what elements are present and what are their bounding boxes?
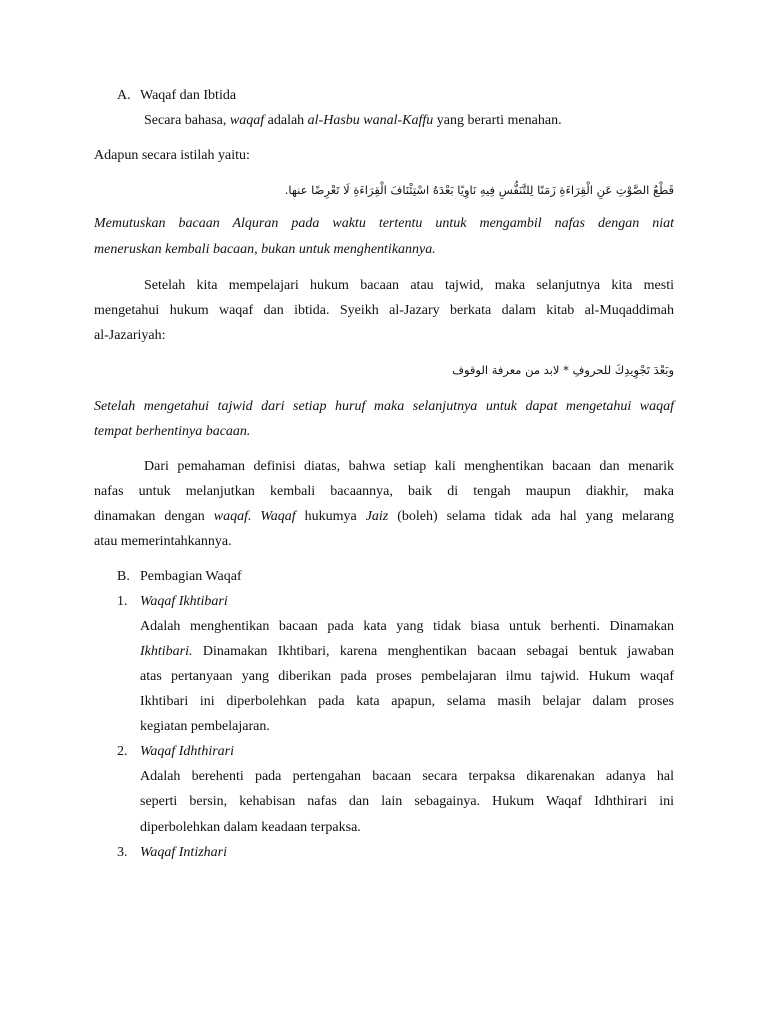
p3-text-e: (boleh) selama tidak ada hal yang melarang xyxy=(388,509,675,524)
p3-text-c: hukumya xyxy=(295,509,366,524)
quote-meaning-line-2 xyxy=(94,422,250,442)
list-item-number: 2. xyxy=(117,744,128,759)
quote-meaning-line-1 xyxy=(94,397,674,417)
def-term-hasbu: al-Hasbu wanal-Kaffu xyxy=(307,113,434,128)
istilah-intro: Adapun secara istilah yaitu: xyxy=(94,148,250,163)
paragraph-2-line-1: Setelah kita mempelajari hukum bacaan atau tajwid, maka selanjutnya kita mesti xyxy=(144,278,674,293)
list-item-number: 3. xyxy=(117,845,128,860)
paragraph-2-line-3: al-Jazariyah: xyxy=(94,328,166,343)
item-1-line-2 xyxy=(140,642,674,662)
list-item-title: Waqaf Ikhtibari xyxy=(140,594,228,609)
arabic-quote: وبَعْدَ تَجْوِيدِكَ للحروفِ * لابد من معرفة الوقوف xyxy=(452,363,674,377)
quote-meaning-text-2: tempat berhentinya bacaan. xyxy=(94,424,251,439)
paragraph-3-line-2: nafas untuk melanjutkan kembali bacaannya, baik di tengah maupun diakhir, maka xyxy=(94,484,674,499)
definition-meaning-line-2 xyxy=(94,240,436,260)
p3-term-waqaf: waqaf. Waqaf xyxy=(213,509,296,524)
paragraph-3-line-3 xyxy=(94,507,674,527)
section-b-title: Pembagian Waqaf xyxy=(140,569,242,584)
item-1-line-3: atas pertanyaan yang diberikan pada proses pembelajaran ilmu tajwid. Hukum waqaf xyxy=(140,669,674,684)
paragraph-2-line-2: mengetahui hukum waqaf dan ibtida. Syeikh al-Jazary berkata dalam kitab al-Muqaddimah xyxy=(94,303,674,318)
item-2-line-2: seperti bersin, kehabisan nafas dan lain sebagainya. Hukum Waqaf Idhthirari ini xyxy=(140,794,674,809)
item-1-term-ikhtibari: Ikhtibari. xyxy=(140,644,193,659)
item-1-line-1: Adalah menghentikan bacaan pada kata yang tidak biasa untuk berhenti. Dinamakan xyxy=(140,619,674,634)
def-term-waqaf: waqaf xyxy=(229,113,265,128)
p3-text-a: dinamakan dengan xyxy=(94,509,214,524)
paragraph-3-line-4: atau memerintahkannya. xyxy=(94,534,232,549)
paragraph-3-line-1: Dari pemahaman definisi diatas, bahwa setiap kali menghentikan bacaan dan menarik xyxy=(144,459,674,474)
p3-term-jaiz: Jaiz xyxy=(365,509,389,524)
list-item-title: Waqaf Intizhari xyxy=(140,845,227,860)
quote-meaning-text-1: Setelah mengetahui tajwid dari setiap huruf maka selanjutnya untuk dapat mengetahui waqaf xyxy=(94,399,674,414)
item-2-line-3: diperbolehkan dalam keadaan terpaksa. xyxy=(140,820,361,835)
definition-bahasa xyxy=(144,111,562,131)
def-text-3: yang berarti menahan. xyxy=(433,113,562,128)
section-b-marker: B. xyxy=(117,569,130,584)
item-1-line-5: kegiatan pembelajaran. xyxy=(140,719,270,734)
list-item-number: 1. xyxy=(117,594,128,609)
meaning-text-2: meneruskan kembali bacaan, bukan untuk menghentikannya. xyxy=(94,242,436,257)
section-a-title: Waqaf dan Ibtida xyxy=(140,88,237,103)
meaning-text-1: Memutuskan bacaan Alquran pada waktu tertentu untuk mengambil nafas dengan niat xyxy=(94,216,674,231)
definition-meaning-line-1 xyxy=(94,214,674,234)
def-text-2: adalah xyxy=(264,113,308,128)
item-2-line-1: Adalah berehenti pada pertengahan bacaan secara terpaksa dikarenakan adanya hal xyxy=(140,769,674,784)
item-1-line-4: Ikhtibari ini diperbolehkan pada kata apapun, selama masih belajar dalam proses xyxy=(140,694,674,709)
section-a-marker: A. xyxy=(117,88,131,103)
def-text-1: Secara bahasa, xyxy=(144,113,230,128)
list-item-title: Waqaf Idhthirari xyxy=(140,744,234,759)
arabic-definition: قَطْعُ الصَّوْتِ عَنِ الْقِرَاءَةِ زَمَنًا لِلتَّنَفُّسِ فِيهِ نَاوِيًا بَعْدَهُ اسْتِئْنَافَ الْقِرَاءَةِ لَا تَعْرِضًا عنها. xyxy=(284,183,674,197)
item-1-text-b: Dinamakan Ikhtibari, karena menghentikan bacaan sebagai bentuk jawaban xyxy=(192,644,674,659)
